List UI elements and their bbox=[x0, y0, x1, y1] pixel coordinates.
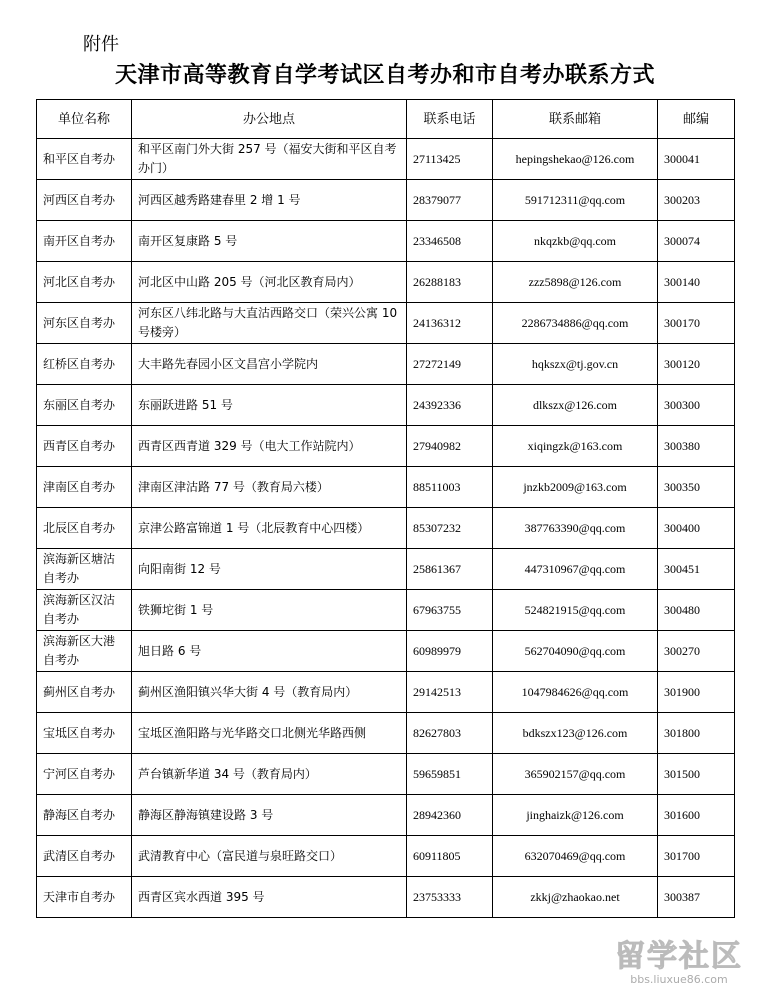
cell-address: 铁狮坨街 1 号 bbox=[132, 590, 407, 631]
cell-address: 京津公路富锦道 1 号（北辰教育中心四楼） bbox=[132, 508, 407, 549]
cell-zip: 300041 bbox=[658, 139, 735, 180]
cell-phone: 60989979 bbox=[407, 631, 493, 672]
table-row bbox=[37, 262, 735, 303]
cell-address: 西青区西青道 329 号（电大工作站院内） bbox=[132, 426, 407, 467]
cell-address: 旭日路 6 号 bbox=[132, 631, 407, 672]
cell-unit-name: 河西区自考办 bbox=[37, 180, 132, 221]
cell-phone: 82627803 bbox=[407, 713, 493, 754]
cell-unit-name: 津南区自考办 bbox=[37, 467, 132, 508]
cell-phone: 60911805 bbox=[407, 836, 493, 877]
table-row bbox=[37, 303, 735, 344]
cell-address: 向阳南街 12 号 bbox=[132, 549, 407, 590]
cell-phone: 28379077 bbox=[407, 180, 493, 221]
cell-email: 524821915@qq.com bbox=[493, 590, 658, 631]
cell-phone: 24136312 bbox=[407, 303, 493, 344]
table-row bbox=[37, 631, 735, 672]
cell-phone: 29142513 bbox=[407, 672, 493, 713]
column-header-zip: 邮编 bbox=[658, 100, 735, 139]
table-row bbox=[37, 754, 735, 795]
cell-phone: 67963755 bbox=[407, 590, 493, 631]
cell-address: 静海区静海镇建设路 3 号 bbox=[132, 795, 407, 836]
cell-address: 东丽跃进路 51 号 bbox=[132, 385, 407, 426]
table-row bbox=[37, 139, 735, 180]
cell-email: 1047984626@qq.com bbox=[493, 672, 658, 713]
cell-unit-name: 静海区自考办 bbox=[37, 795, 132, 836]
cell-unit-name: 北辰区自考办 bbox=[37, 508, 132, 549]
cell-unit-name: 南开区自考办 bbox=[37, 221, 132, 262]
cell-unit-name: 河北区自考办 bbox=[37, 262, 132, 303]
cell-phone: 23753333 bbox=[407, 877, 493, 918]
table-row bbox=[37, 344, 735, 385]
cell-zip: 300203 bbox=[658, 180, 735, 221]
table-row bbox=[37, 672, 735, 713]
cell-email: hqkszx@tj.gov.cn bbox=[493, 344, 658, 385]
cell-zip: 300380 bbox=[658, 426, 735, 467]
cell-zip: 300400 bbox=[658, 508, 735, 549]
cell-phone: 27940982 bbox=[407, 426, 493, 467]
cell-email: 591712311@qq.com bbox=[493, 180, 658, 221]
cell-email: 632070469@qq.com bbox=[493, 836, 658, 877]
cell-email: 365902157@qq.com bbox=[493, 754, 658, 795]
cell-email: jinghaizk@126.com bbox=[493, 795, 658, 836]
cell-unit-name: 滨海新区大港自考办 bbox=[37, 631, 132, 672]
table-row bbox=[37, 590, 735, 631]
watermark-logo-text: 留学社区 bbox=[615, 939, 743, 974]
cell-email: hepingshekao@126.com bbox=[493, 139, 658, 180]
cell-address: 河北区中山路 205 号（河北区教育局内） bbox=[132, 262, 407, 303]
table-row bbox=[37, 221, 735, 262]
cell-phone: 88511003 bbox=[407, 467, 493, 508]
cell-email: dlkszx@126.com bbox=[493, 385, 658, 426]
cell-email: nkqzkb@qq.com bbox=[493, 221, 658, 262]
cell-address: 宝坻区渔阳路与光华路交口北侧光华路西侧 bbox=[132, 713, 407, 754]
cell-unit-name: 红桥区自考办 bbox=[37, 344, 132, 385]
cell-zip: 300074 bbox=[658, 221, 735, 262]
cell-email: 447310967@qq.com bbox=[493, 549, 658, 590]
table-row bbox=[37, 180, 735, 221]
cell-unit-name: 蓟州区自考办 bbox=[37, 672, 132, 713]
cell-address: 大丰路先春园小区文昌宫小学院内 bbox=[132, 344, 407, 385]
cell-unit-name: 宝坻区自考办 bbox=[37, 713, 132, 754]
table-row bbox=[37, 836, 735, 877]
table-row bbox=[37, 713, 735, 754]
cell-unit-name: 河东区自考办 bbox=[37, 303, 132, 344]
cell-zip: 300300 bbox=[658, 385, 735, 426]
cell-email: zkkj@zhaokao.net bbox=[493, 877, 658, 918]
cell-zip: 300387 bbox=[658, 877, 735, 918]
cell-zip: 300170 bbox=[658, 303, 735, 344]
table-row bbox=[37, 795, 735, 836]
cell-address: 武清教育中心（富民道与泉旺路交口） bbox=[132, 836, 407, 877]
cell-phone: 24392336 bbox=[407, 385, 493, 426]
cell-zip: 300480 bbox=[658, 590, 735, 631]
table-row bbox=[37, 549, 735, 590]
column-header-phone: 联系电话 bbox=[407, 100, 493, 139]
cell-email: 2286734886@qq.com bbox=[493, 303, 658, 344]
cell-phone: 23346508 bbox=[407, 221, 493, 262]
cell-address: 津南区津沽路 77 号（教育局六楼） bbox=[132, 467, 407, 508]
attachment-label: 附件 bbox=[83, 34, 119, 55]
cell-phone: 85307232 bbox=[407, 508, 493, 549]
cell-phone: 27272149 bbox=[407, 344, 493, 385]
cell-phone: 59659851 bbox=[407, 754, 493, 795]
cell-address: 南开区复康路 5 号 bbox=[132, 221, 407, 262]
cell-zip: 301700 bbox=[658, 836, 735, 877]
cell-email: xiqingzk@163.com bbox=[493, 426, 658, 467]
cell-zip: 300350 bbox=[658, 467, 735, 508]
cell-email: 562704090@qq.com bbox=[493, 631, 658, 672]
cell-zip: 301500 bbox=[658, 754, 735, 795]
column-header-address: 办公地点 bbox=[132, 100, 407, 139]
cell-unit-name: 滨海新区汉沽自考办 bbox=[37, 590, 132, 631]
cell-address: 河东区八纬北路与大直沽西路交口（荣兴公寓 10 号楼旁） bbox=[132, 303, 407, 344]
cell-email: bdkszx123@126.com bbox=[493, 713, 658, 754]
cell-unit-name: 滨海新区塘沽自考办 bbox=[37, 549, 132, 590]
cell-zip: 301900 bbox=[658, 672, 735, 713]
page-title: 天津市高等教育自学考试区自考办和市自考办联系方式 bbox=[114, 62, 655, 88]
cell-address: 蓟州区渔阳镇兴华大街 4 号（教育局内） bbox=[132, 672, 407, 713]
cell-zip: 300270 bbox=[658, 631, 735, 672]
site-watermark bbox=[594, 940, 764, 990]
cell-email: 387763390@qq.com bbox=[493, 508, 658, 549]
cell-email: zzz5898@126.com bbox=[493, 262, 658, 303]
cell-zip: 300140 bbox=[658, 262, 735, 303]
table-row bbox=[37, 426, 735, 467]
table-row bbox=[37, 385, 735, 426]
cell-unit-name: 武清区自考办 bbox=[37, 836, 132, 877]
cell-unit-name: 东丽区自考办 bbox=[37, 385, 132, 426]
column-header-email: 联系邮箱 bbox=[493, 100, 658, 139]
cell-address: 西青区宾水西道 395 号 bbox=[132, 877, 407, 918]
cell-unit-name: 西青区自考办 bbox=[37, 426, 132, 467]
cell-zip: 301600 bbox=[658, 795, 735, 836]
cell-address: 芦台镇新华道 34 号（教育局内） bbox=[132, 754, 407, 795]
cell-email: jnzkb2009@163.com bbox=[493, 467, 658, 508]
cell-zip: 300120 bbox=[658, 344, 735, 385]
cell-phone: 27113425 bbox=[407, 139, 493, 180]
cell-zip: 300451 bbox=[658, 549, 735, 590]
column-header-name: 单位名称 bbox=[37, 100, 132, 139]
table-row bbox=[37, 877, 735, 918]
cell-address: 和平区南门外大街 257 号（福安大街和平区自考办门） bbox=[132, 139, 407, 180]
contact-table bbox=[36, 99, 735, 918]
table-row bbox=[37, 508, 735, 549]
cell-unit-name: 宁河区自考办 bbox=[37, 754, 132, 795]
cell-phone: 25861367 bbox=[407, 549, 493, 590]
cell-address: 河西区越秀路建春里 2 增 1 号 bbox=[132, 180, 407, 221]
cell-zip: 301800 bbox=[658, 713, 735, 754]
table-header-row bbox=[37, 100, 735, 139]
table-row bbox=[37, 467, 735, 508]
watermark-url: bbs.liuxue86.com bbox=[630, 973, 728, 986]
cell-phone: 26288183 bbox=[407, 262, 493, 303]
cell-unit-name: 和平区自考办 bbox=[37, 139, 132, 180]
cell-phone: 28942360 bbox=[407, 795, 493, 836]
cell-unit-name: 天津市自考办 bbox=[37, 877, 132, 918]
